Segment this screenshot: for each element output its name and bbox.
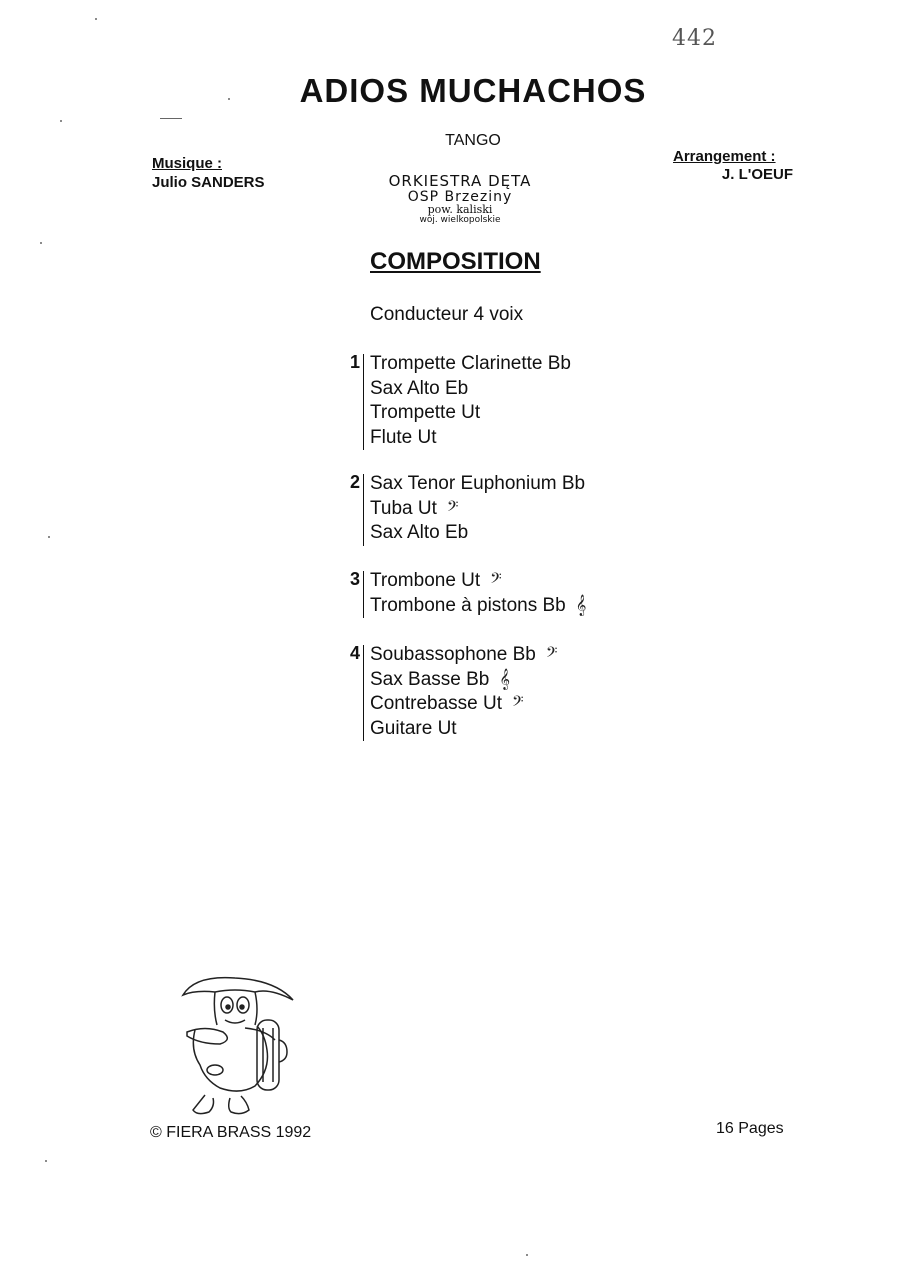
instrument-item <box>370 692 557 717</box>
instrument-name: Sax Basse Bb <box>370 668 490 690</box>
group-bracket-line <box>363 354 364 450</box>
bass-clef-icon: 𝄢 <box>490 570 502 591</box>
instrument-list <box>370 569 586 618</box>
score-genre-text: TANGO <box>445 132 501 149</box>
group-number: 3 <box>349 569 360 589</box>
score-title-text: ADIOS MUCHACHOS <box>299 72 647 109</box>
score-title <box>0 72 918 110</box>
instrument-name: Trompette Clarinette Bb <box>370 353 571 374</box>
tuba-mascot-icon <box>175 970 300 1120</box>
instrument-name: Contrebasse Ut <box>370 693 503 714</box>
orchestra-stamp <box>360 174 560 225</box>
instrument-item <box>370 401 571 426</box>
group-number: 4 <box>349 643 360 663</box>
group-bracket-line <box>363 571 364 618</box>
instrument-name: Trombone Ut <box>370 570 481 591</box>
instrument-name: Tuba Ut <box>370 497 437 519</box>
stamp-line-3: pow. kaliski <box>427 203 493 217</box>
composer-name: Julio SANDERS <box>152 174 265 191</box>
scan-speck <box>228 98 230 100</box>
instrument-name: Flute Ut <box>370 426 437 448</box>
treble-clef-icon: 𝄞 <box>575 594 587 616</box>
instrument-item <box>370 521 585 546</box>
copyright-text: © FIERA BRASS 1992 <box>150 1124 312 1141</box>
section-title: COMPOSITION <box>370 248 541 275</box>
instrument-list <box>370 352 571 450</box>
instrument-list <box>370 472 585 546</box>
group-number: 2 <box>349 472 360 492</box>
group-bracket-line <box>363 474 364 546</box>
instrument-name: Trompette Ut <box>370 402 481 423</box>
instrument-item <box>370 426 571 451</box>
instrument-item <box>370 594 586 619</box>
instrument-item <box>370 497 585 522</box>
bass-clef-icon: 𝄢 <box>545 644 558 665</box>
instrument-name: Sax Alto Eb <box>370 377 469 399</box>
instrument-name: Soubassophone Bb <box>370 644 536 665</box>
arranger-name: J. L'OEUF <box>721 166 793 183</box>
instrument-item <box>370 377 571 402</box>
scan-speck <box>48 536 50 538</box>
instrument-item <box>370 643 557 668</box>
scan-speck <box>526 1254 528 1256</box>
stamp-line-4: woj. wielkopolskie <box>419 214 501 225</box>
group-bracket-line <box>363 645 364 741</box>
scan-speck <box>95 18 97 20</box>
instrument-name: Guitare Ut <box>370 717 457 739</box>
instrument-item <box>370 717 557 742</box>
page-count: 16 Pages <box>716 1120 784 1137</box>
group-number: 1 <box>349 352 360 372</box>
arrangement-label: Arrangement : <box>673 148 776 165</box>
treble-clef-icon: 𝄞 <box>499 668 510 690</box>
scan-speck <box>45 1160 47 1162</box>
instrument-name: Trombone à pistons Bb <box>370 594 566 616</box>
score-genre <box>0 132 918 150</box>
handwritten-page-note: 442 <box>672 26 717 51</box>
instrument-name: Sax Alto Eb <box>370 522 469 543</box>
instrument-item <box>370 472 585 497</box>
instrument-item <box>370 352 571 377</box>
bass-clef-icon: 𝄢 <box>446 497 459 519</box>
instrument-list <box>370 643 557 741</box>
scan-speck <box>40 242 42 244</box>
stamp-line-1: ORKIESTRA DĘTA <box>388 172 532 190</box>
bass-clef-icon: 𝄢 <box>512 693 524 714</box>
instrument-item <box>370 668 557 693</box>
instrument-item <box>370 569 586 594</box>
scan-speck <box>60 120 62 122</box>
scan-speck <box>160 118 182 119</box>
conductor-line: Conducteur 4 voix <box>370 304 524 325</box>
stamp-line-2: OSP Brzeziny <box>407 188 513 205</box>
music-label: Musique : <box>152 155 222 172</box>
instrument-name: Sax Tenor Euphonium Bb <box>370 473 586 494</box>
